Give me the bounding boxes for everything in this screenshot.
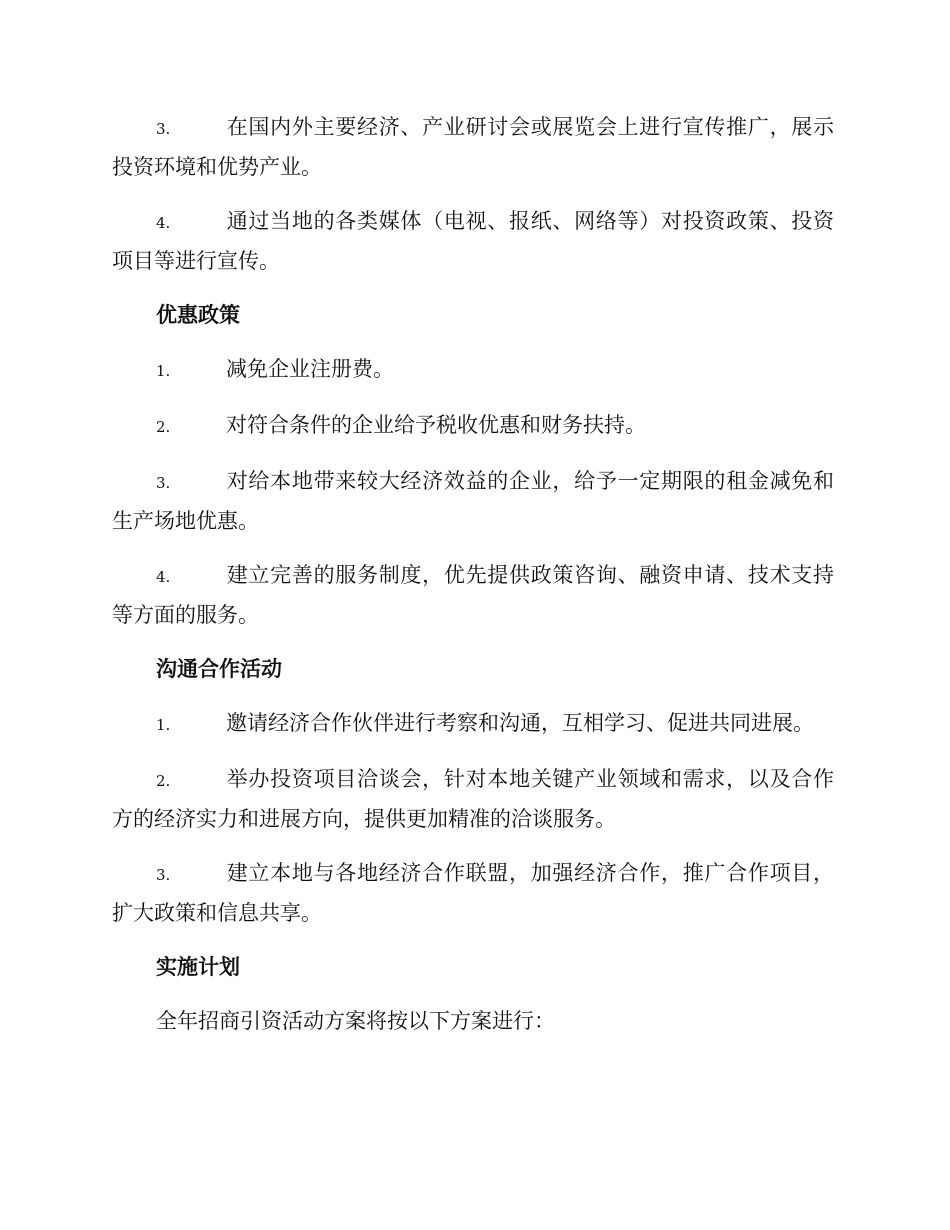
list-number: 1.	[156, 362, 171, 380]
list-item	[112, 350, 834, 390]
list-item	[112, 556, 834, 634]
plan-intro-paragraph: 全年招商引资活动方案将按以下方案进行：	[156, 1009, 555, 1033]
list-text: 对给本地带来较大经济效益的企业，给予一定期限的租金减免和生产场地优惠。	[112, 469, 834, 533]
document-page	[112, 108, 834, 1058]
section-heading-cooperation: 沟通合作活动	[156, 656, 282, 681]
list-item	[112, 202, 834, 280]
list-text: 减免企业注册费。	[226, 357, 394, 381]
section-heading-plan: 实施计划	[156, 954, 240, 979]
list-item	[112, 704, 834, 744]
list-text: 邀请经济合作伙伴进行考察和沟通，互相学习、促进共同进展。	[226, 711, 814, 735]
list-item	[112, 108, 834, 186]
list-text: 建立本地与各地经济合作联盟，加强经济合作，推广合作项目，扩大政策和信息共享。	[112, 861, 834, 925]
list-item	[112, 462, 834, 540]
list-number: 2.	[156, 772, 171, 790]
list-text: 在国内外主要经济、产业研讨会或展览会上进行宣传推广，展示投资环境和优势产业。	[112, 115, 834, 179]
list-text: 举办投资项目洽谈会，针对本地关键产业领域和需求，以及合作方的经济实力和进展方向，提供更加精准的洽谈服务。	[112, 767, 834, 831]
list-number: 1.	[156, 716, 171, 734]
list-text: 通过当地的各类媒体（电视、报纸、网络等）对投资政策、投资项目等进行宣传。	[112, 209, 834, 273]
list-item	[112, 406, 834, 446]
section-heading-policy: 优惠政策	[156, 302, 240, 327]
list-number: 3.	[156, 866, 171, 884]
list-number: 3.	[156, 120, 171, 138]
list-number: 3.	[156, 474, 171, 492]
list-item	[112, 760, 834, 838]
list-item	[112, 854, 834, 932]
list-number: 4.	[156, 214, 171, 232]
list-text: 建立完善的服务制度，优先提供政策咨询、融资申请、技术支持等方面的服务。	[112, 563, 834, 627]
list-text: 对符合条件的企业给予税收优惠和财务扶持。	[226, 413, 646, 437]
list-number: 2.	[156, 418, 171, 436]
list-number: 4.	[156, 568, 171, 586]
